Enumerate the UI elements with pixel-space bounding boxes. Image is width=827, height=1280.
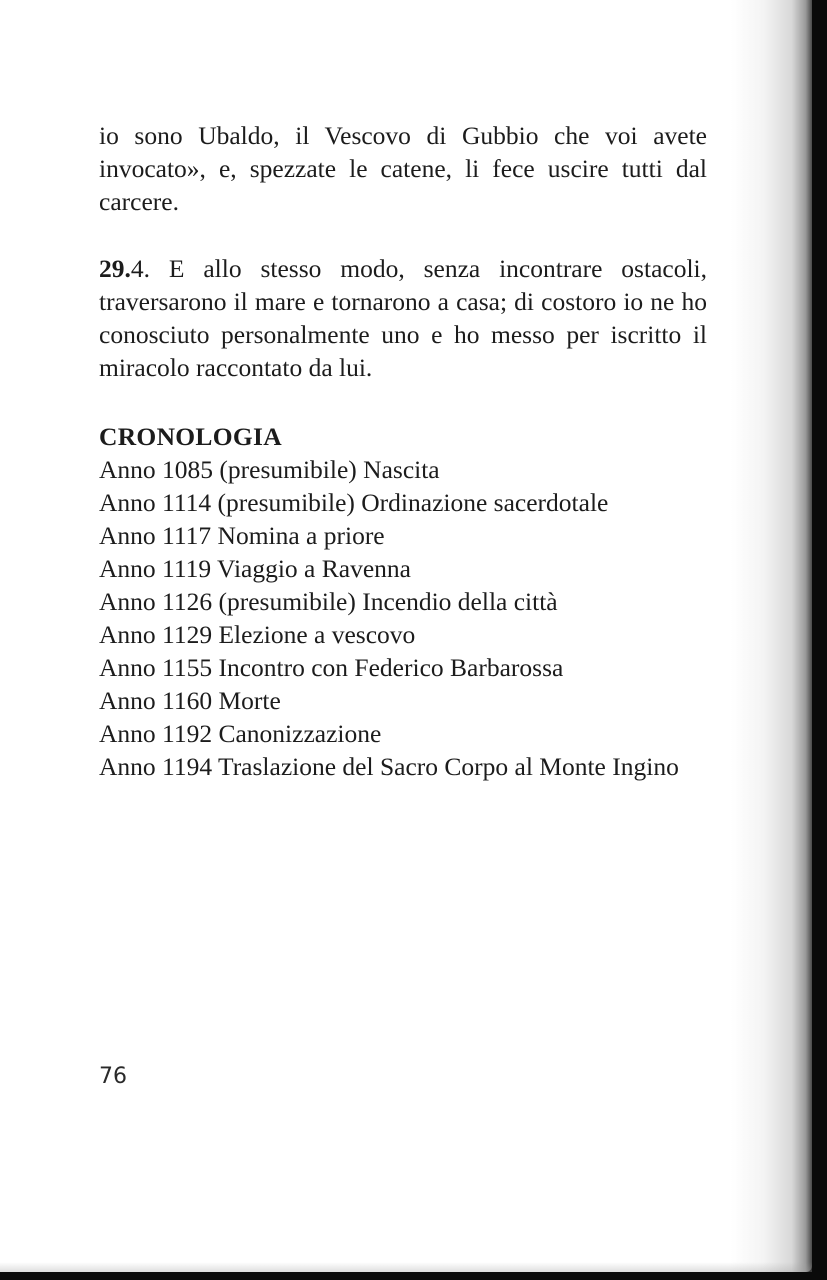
- paragraph-text: [99, 252, 707, 384]
- page-number: 76: [99, 1064, 127, 1089]
- chronology-entry: Anno 1129 Elezione a vescovo: [99, 620, 416, 649]
- chronology-entry: Anno 1155 Incontro con Federico Barbarossa: [99, 653, 564, 682]
- section-subnumber: 4: [130, 254, 144, 283]
- section-text: . E allo stesso modo, senza incontrare ostacoli, traversarono il mare e tornarono a casa; di costoro io ne ho conosciuto personalmente uno e ho messo per iscritto il miracolo raccontato da lui.: [99, 254, 707, 382]
- chronology-section: [99, 420, 707, 783]
- chronology-entry: Anno 1194 Traslazione del Sacro Corpo al Monte Ingino: [99, 752, 679, 781]
- section-number: 29.: [99, 254, 131, 283]
- chronology-entry: Anno 1117 Nomina a priore: [99, 521, 385, 550]
- paragraph-continuation: [99, 119, 707, 218]
- chronology-entry: Anno 1085 (presumibile) Nascita: [99, 455, 440, 484]
- chronology-entry: Anno 1126 (presumibile) Incendio della città: [99, 587, 558, 616]
- page-edge-shadow: [0, 1262, 812, 1272]
- chronology-title: CRONOLOGIA: [99, 422, 282, 451]
- chronology-entry: Anno 1119 Viaggio a Ravenna: [99, 554, 411, 583]
- chronology-list: [99, 453, 707, 783]
- chronology-entry: Anno 1160 Morte: [99, 686, 281, 715]
- paragraph-29-4: [99, 252, 707, 384]
- paragraph-text: io sono Ubaldo, il Vescovo di Gubbio che voi avete invocato», e, spezzate le catene, li fece uscire tutti dal carcere.: [99, 121, 707, 216]
- chronology-entry: Anno 1192 Canonizzazione: [99, 719, 382, 748]
- chronology-entry: Anno 1114 (presumibile) Ordinazione sacerdotale: [99, 488, 609, 517]
